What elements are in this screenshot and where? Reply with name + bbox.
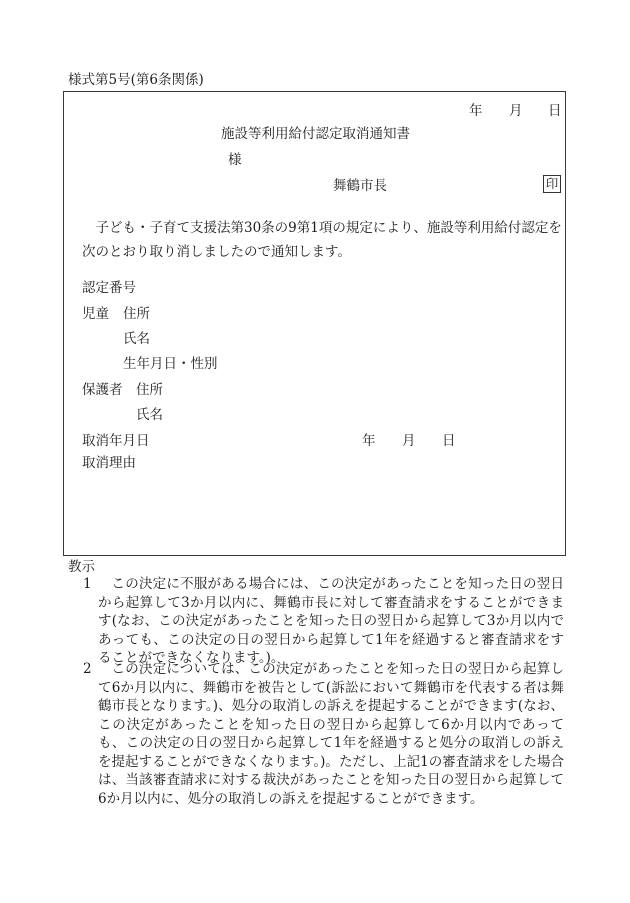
date-month-label: 月: [509, 103, 523, 119]
cancel-reason-label: 取消理由: [82, 455, 136, 471]
recipient-suffix: 様: [228, 152, 242, 168]
instruction-text: この決定に不服がある場合には、この決定があったことを知った日の翌日から起算して3か月以内に、舞鶴市長に対して審査請求をすることができます(なお、この決定があったことを知った日の翌日から起算して3か月以内であっても、この決定の日の翌日から起算して1年を経過すると審査請求をすることができなくなります。)。: [98, 576, 564, 666]
child-label: 児童: [82, 306, 109, 322]
cancel-month-label: 月: [402, 433, 416, 449]
form-number: 様式第5号(第6条関係): [68, 72, 204, 88]
seal-mark: 印: [543, 175, 561, 193]
notice-body: 子ども・子育て支援法第30条の9第1項の規定により、施設等利用給付認定を次のとおり取り消しましたので通知します。: [82, 220, 562, 260]
document-title: 施設等利用給付認定取消通知書: [221, 126, 410, 142]
cert-number-label: 認定番号: [82, 280, 136, 296]
cancel-day-label: 日: [442, 433, 456, 449]
notice-frame: [63, 91, 566, 556]
instructions-heading: 教示: [68, 559, 95, 575]
cancel-year-label: 年: [362, 433, 376, 449]
instruction-number: 2: [83, 661, 92, 677]
instruction-number: 1: [83, 576, 92, 592]
child-name-label: 氏名: [123, 331, 150, 347]
guardian-label: 保護者: [82, 382, 123, 398]
date-day-label: 日: [548, 103, 562, 119]
date-year-label: 年: [469, 103, 483, 119]
guardian-address-label: 住所: [136, 382, 163, 398]
issuer-name: 舞鶴市長: [333, 178, 387, 194]
guardian-name-label: 氏名: [136, 407, 163, 423]
instruction-text: この決定については、この決定があったことを知った日の翌日から起算して6か月以内に、舞鶴市を被告として(訴訟において舞鶴市を代表する者は舞鶴市長となります。)、処分の取消しの訴えを提起することができます(なお、この決定があったことを知った日の翌日から起算して6か月以内であっても、この決定の日の翌日から起算して1年を経過すると処分の取消しの訴えを提起することができなくなります。)。ただし、上記1の審査請求をした場合は、当該審査請求に対する裁決があったことを知った日の翌日から起算して6か月以内に、処分の取消しの訴えを提起することができます。: [98, 661, 564, 807]
child-birth-gender-label: 生年月日・性別: [123, 356, 218, 372]
child-address-label: 住所: [123, 306, 150, 322]
cancel-date-label: 取消年月日: [82, 433, 150, 449]
